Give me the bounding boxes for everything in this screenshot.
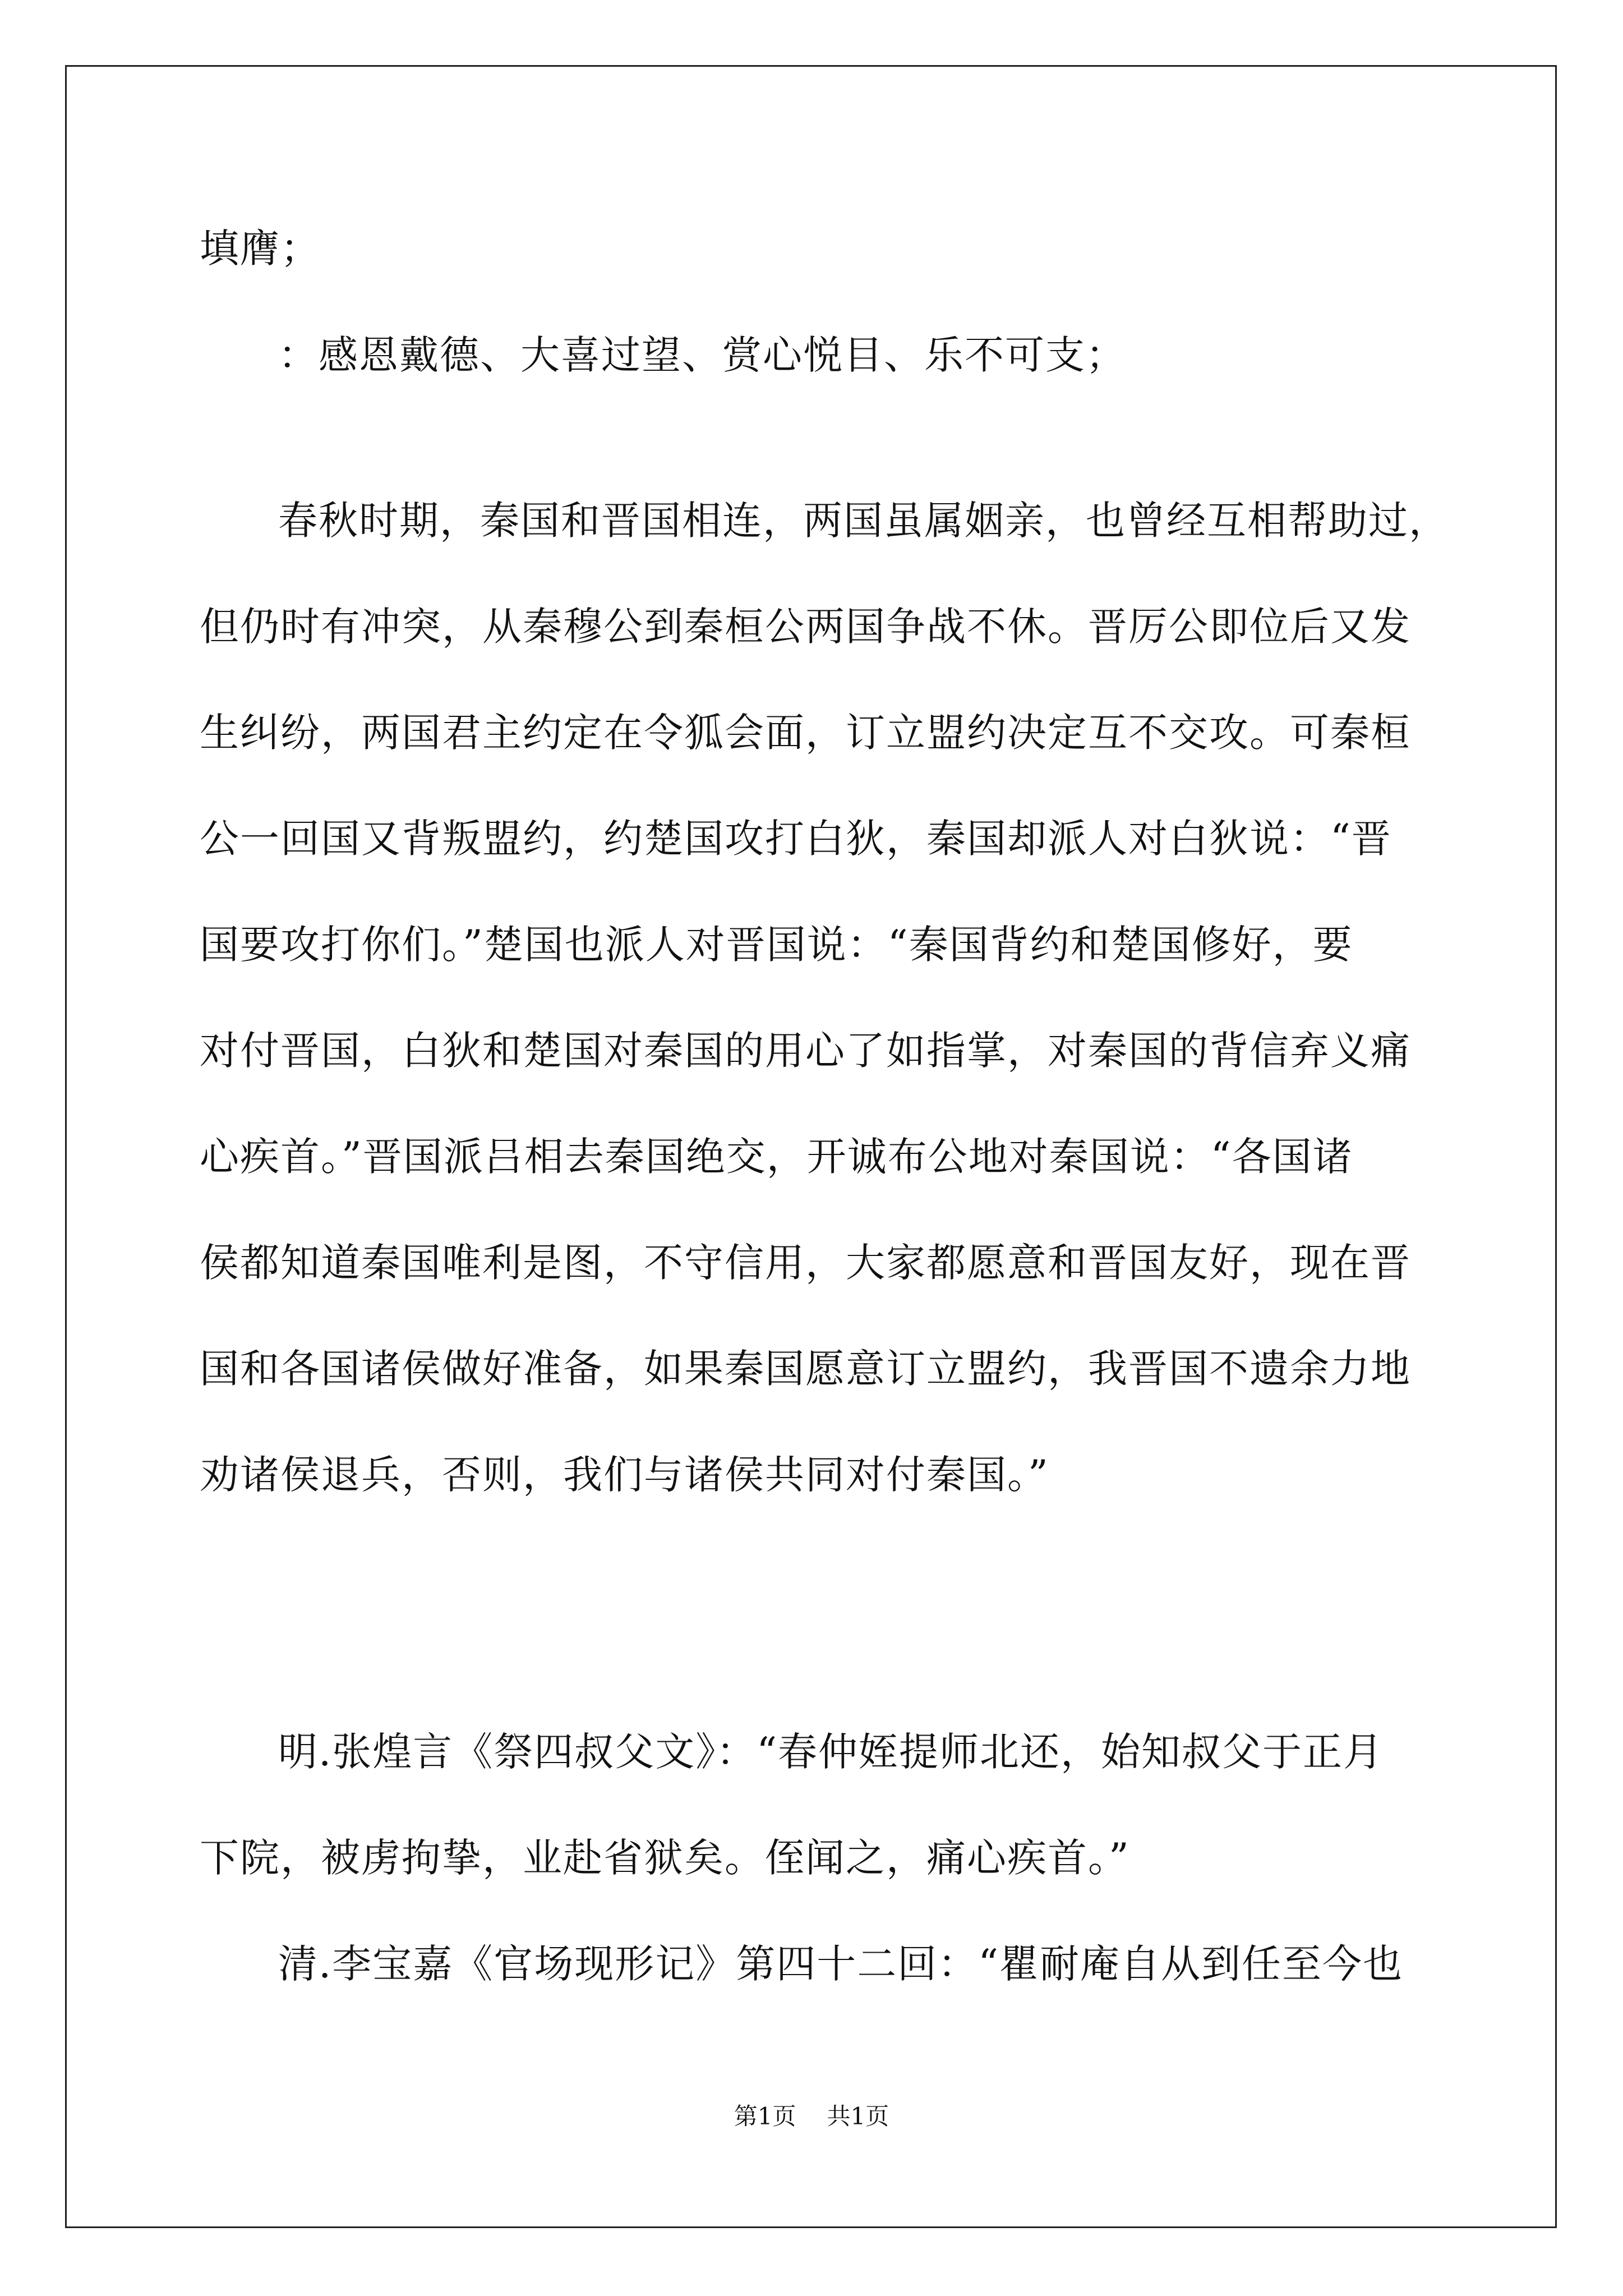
text-line-3: 春秋时期，秦国和晋国相连，两国虽属姻亲，也曾经互相帮助过， [278,498,1449,544]
text-line-9: 心疾首。”晋国派吕相去秦国绝交，开诚布公地对秦国说：“各国诸 [200,1134,1353,1180]
page-footer [0,2098,1623,2132]
text-line-6: 公一回国又背叛盟约，约楚国攻打白狄，秦国却派人对白狄说：“晋 [200,816,1392,862]
text-line-4: 但仍时有冲突，从秦穆公到秦桓公两国争战不休。晋厉公即位后又发 [200,604,1411,650]
text-line-2: ：感恩戴德、大喜过望、赏心悦目、乐不可支； [278,332,1126,378]
text-line-15: 清.李宝嘉《官场现形记》第四十二回：“瞿耐庵自从到任至今也 [278,1941,1404,1987]
page-total: 共1页 [827,2102,889,2130]
text-line-13: 明.张煌言《祭四叔父文》：“春仲姪提师北还，始知叔父于正月 [278,1729,1384,1775]
text-line-5: 生纠纷，两国君主约定在令狐会面，订立盟约决定互不交攻。可秦桓 [200,710,1411,756]
text-line-12: 劝诸侯退兵，否则，我们与诸侯共同对付秦国。” [200,1452,1049,1498]
text-line-7: 国要攻打你们。”楚国也派人对晋国说：“秦国背约和楚国修好，要 [200,922,1353,968]
text-line-10: 侯都知道秦国唯利是图，不守信用，大家都愿意和晋国友好，现在晋 [200,1240,1411,1286]
page-number: 第1页 [734,2102,796,2130]
text-line-8: 对付晋国，白狄和楚国对秦国的用心了如指掌，对秦国的背信弃义痛 [200,1028,1411,1074]
text-line-11: 国和各国诸侯做好准备，如果秦国愿意订立盟约，我晋国不遗余力地 [200,1346,1411,1392]
text-line-14: 下院，被虏拘挚，业赴省狱矣。侄闻之，痛心疾首。” [200,1835,1130,1881]
text-line-1: 填膺； [200,226,321,272]
